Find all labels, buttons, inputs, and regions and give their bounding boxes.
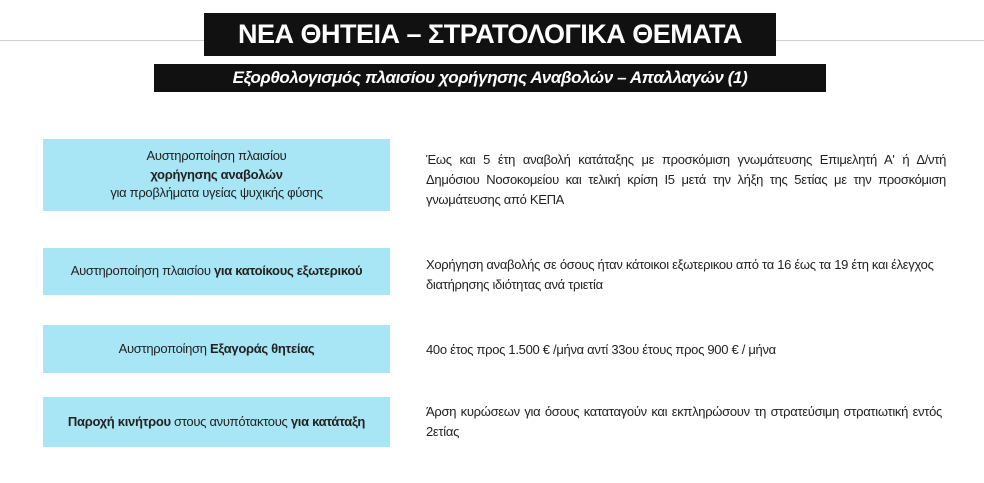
- topic-text: Αυστηροποίηση πλαισίου: [146, 147, 287, 163]
- topic-box-mental-health: [43, 139, 390, 211]
- topic-bold: Παροχή κινήτρου: [67, 413, 171, 429]
- topic-bold: για κατάταξη: [290, 413, 366, 429]
- topic-bold: Εξαγοράς θητείας: [210, 340, 315, 356]
- topic-text: για προβλήματα υγείας ψυχικής φύσης: [110, 185, 323, 201]
- topic-description-mental-health: Έως και 5 έτη αναβολή κατάταξης με προσκόμιση γνωμάτευσης Επιμελητή Α' ή Δ/ντή Δημόσιου Νοσοκομείου και τελική κρίση Ι5 μετά την λήξη της 5ετίας με την προσκόμιση γνωμάτευσης από ΚΕΠΑ: [426, 152, 946, 208]
- topic-box-service-buyout: [43, 325, 390, 373]
- topic-description-abroad-residents: Χορήγηση αναβολής σε όσους ήταν κάτοικοι εξωτερικου από τα 16 έως τα 19 έτη και έλεγχος διατήρησης ιδιότητας ανά τριετία: [426, 257, 934, 293]
- page-subtitle: Εξορθολογισμός πλαισίου χορήγησης Αναβολών – Απαλλαγών (1): [154, 64, 826, 92]
- topic-text: Αυστηροποίηση πλαισίου: [70, 263, 214, 279]
- topic-description-draft-evaders: Άρση κυρώσεων για όσους καταταγούν και εκπληρώσουν τη στρατεύσιμη στρατιωτική εντός 2ετίας: [426, 404, 942, 440]
- topic-box-draft-evaders: [43, 397, 390, 447]
- topic-box-abroad-residents: [43, 248, 390, 295]
- topic-bold: για κατοίκους εξωτερικού: [213, 263, 363, 279]
- topic-text: Αυστηροποίηση: [118, 340, 211, 356]
- topic-bold: χορήγησης αναβολών: [150, 166, 283, 182]
- topic-description-service-buyout: 40ο έτος προς 1.500 € /μήνα αντί 33ου έτους προς 900 € / μήνα: [426, 342, 776, 357]
- topic-text: στους ανυπότακτους: [170, 413, 291, 429]
- page-title: ΝΕΑ ΘΗΤΕΙΑ – ΣΤΡΑΤΟΛΟΓΙΚΑ ΘΕΜΑΤΑ: [204, 13, 776, 56]
